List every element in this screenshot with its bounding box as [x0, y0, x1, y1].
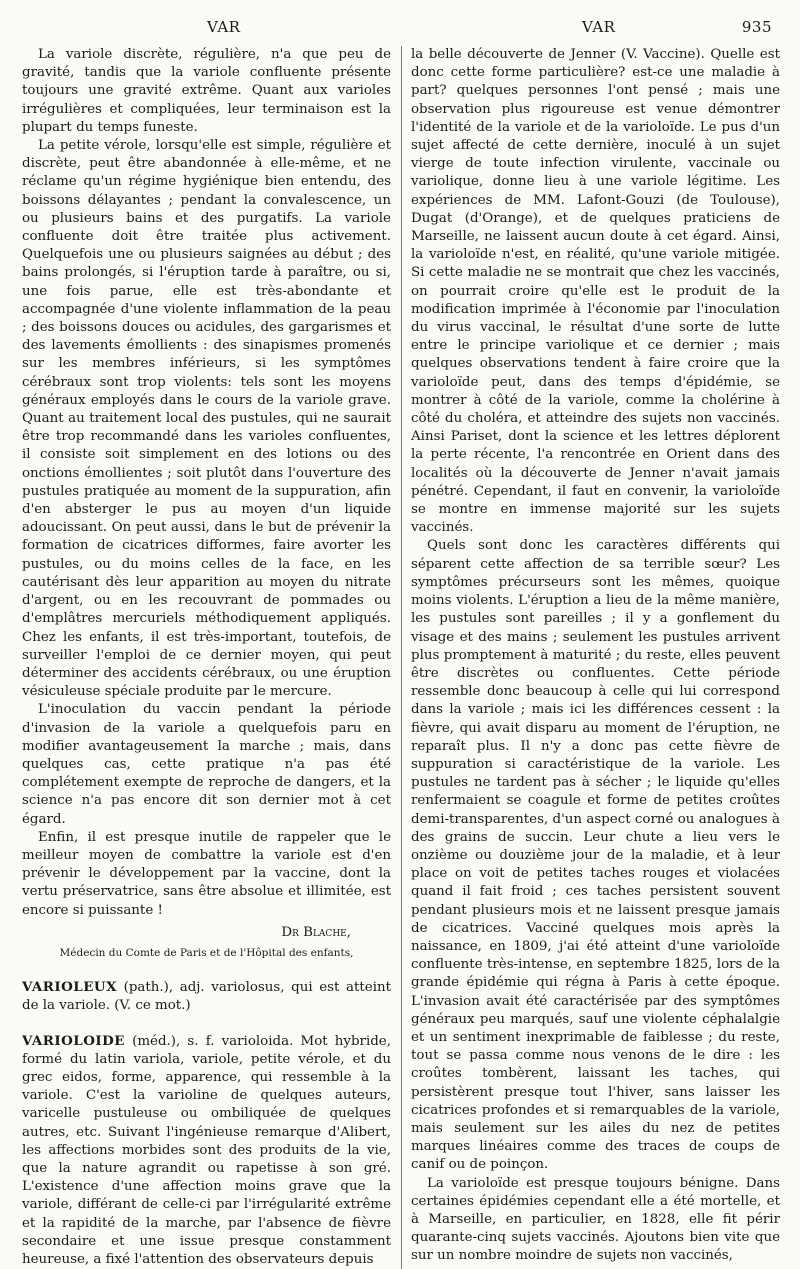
entry-varioloide [22, 1032, 391, 1269]
text-columns [22, 46, 780, 1269]
entry-text: (méd.), s. f. varioloida. Mot hybride, formé du latin variola, variole, petite vérole, et du grec eidos, forme, apparence, qui ressemble à la variole. C'est la varioline de quelques auteurs, varicelle pustuleuse ou ombiliquée de quelques autres, etc. Suivant l'ingénieuse remarque d'Alibert, les affections morbides sont des produits de la vie, que la nature agrandit ou rapetisse à son gré. L'existence d'une affection moins grave que la variole, différant de celle-ci par l'irrégularité extrême et la rapidité de la marche, par l'absence de fièvre secondaire et une issue presque constamment heureuse, a fixé l'attention des observateurs depuis [22, 1033, 391, 1267]
running-head-left: VAR [207, 18, 241, 36]
page-header [22, 18, 780, 46]
paragraph: Enfin, il est presque inutile de rappeler que le meilleur moyen de combattre la variole est d'en prévenir le développement par la vaccine, dont la vertu préservatrice, sans être absolue et illimitée, est encore si puissante ! [22, 829, 391, 918]
paragraph: La variole discrète, régulière, n'a que peu de gravité, tandis que la variole confluente présente toujours une gravité extrême. Quant aux varioles irrégulières et compliquées, leur terminaison est la plupart du temps funeste. [22, 47, 391, 135]
left-column [22, 46, 391, 1269]
paragraph: La petite vérole, lorsqu'elle est simple, régulière et discrète, peut être abandonnée à elle-même, et ne réclame qu'un régime hygiénique bien entendu, des boissons délayantes ; pendant la convalescence, un ou plusieurs bains et des purgatifs. La variole confluente doit être traitée plus activement. Quelquefois une ou plusieurs saignées au début ; des bains prolongés, si l'éruption tarde à paraître, ou si, une fois parue, elle est très-abondante et accompagnée d'une violente inflammation de la peau ; des boissons douces ou acidules, des gargarismes et des lavements émollients : des sinapismes promenés sur les membres inférieurs, si les symptômes cérébraux sont trop violents: tels sont les moyens généraux employés dans le cours de la variole grave. Quant au traitement local des pustules, qui ne saurait être trop recommandé dans les varioles confluentes, il consiste soit simplement en des lotions ou des onctions émollientes ; soit plutôt dans l'ouverture des pustules pratiquée au moment de la suppuration, afin d'en absterger le pus au moyen d'un liquide adoucissant. On peut aussi, dans le but de prévenir la formation de cicatrices difformes, faire avorter les pustules, ou du moins celles de la face, en les cautérisant dès leur apparition au moyen du nitrate d'argent, ou en les recouvrant de pommades ou d'emplâtres mercuriels méthodiquement appliqués. Chez les enfants, il est très-important, toutefois, de surveiller l'emploi de ce dernier moyen, qui peut déterminer des accidents cérébraux, ou une éruption vésiculeuse spéciale produite par le mercure. [22, 138, 391, 700]
running-head-right: VAR [582, 18, 616, 36]
right-column [401, 46, 780, 1269]
paragraph: Quels sont donc les caractères différents qui séparent cette affection de sa terrible sœur? Les symptômes précurseurs sont les mêmes, quoique moins violents. L'éruption a lieu de la même manière, les pustules sont pareilles ; il y a gonflement du visage et des mains ; seulement les pustules arrivent plus promptement à maturité ; du reste, elles peuvent être discrètes ou confluentes. Cette période ressemble donc beaucoup à celle qui lui correspond dans la variole ; mais ici les différences cessent : la fièvre, qui avait disparu au moment de l'éruption, ne reparaît plus. Il n'y a donc pas cette fièvre de suppuration si caractéristique de la variole. Les pustules ne tardent pas à sécher ; le liquide qu'elles renfermaient se coagule et forme de petites croûtes demi-transparentes, d'un aspect corné ou analogues à des grains de succin. Leur chute a lieu vers le onzième ou douzième jour de la maladie, et à leur place on voit de petites taches rouges et violacées quand il fait froid ; ces taches persistent souvent pendant plusieurs mois et ne laissent presque jamais de cicatrices. Vacciné quelques mois après la naissance, en 1809, j'ai été atteint d'une varioloïde confluente très-intense, en septembre 1825, lors de la grande épidémie qui régna à Paris à cette époque. L'invasion avait été caractérisée par des symptômes généraux peu marqués, sauf une violente céphalalgie et un sentiment inexprimable de faiblesse ; du reste, tout se passa comme nous venons de le dire : les croûtes tombèrent, laissant les taches, qui persistèrent presque tout l'hiver, sans laisser les cicatrices profondes et si remarquables de la variole, mais seulement sur les ailes du nez de petites marques linéaires comme des traces de coups de canif ou de poinçon. [411, 538, 780, 1173]
paragraph: L'inoculation du vaccin pendant la période d'invasion de la variole a quelquefois paru en modifier avantageusement la marche ; mais, dans quelques cas, cette pratique n'a pas été complétement exempte de reproche de dangers, et la science n'a pas encore dit son dernier mot à cet égard. [22, 702, 391, 827]
entry-varioleux [22, 978, 391, 1015]
author-signature: Dr Blache, [281, 924, 351, 940]
page-number: 935 [741, 18, 772, 36]
author-affiliation: Médecin du Comte de Paris et de l'Hôpital des enfants, [59, 946, 354, 959]
entry-headword: VARIOLEUX [22, 979, 117, 996]
entry-text: (path.), adj. variolosus, qui est atteint de la variole. (V. ce mot.) [22, 980, 391, 1014]
paragraph: la belle découverte de Jenner (V. Vaccine). Quelle est donc cette forme particulière? est-ce une maladie à part? quelques personnes l'ont pensé ; mais une observation plus rigoureuse est venue démontrer l'identité de la variole et de la varioloïde. Le pus d'un sujet affecté de cette dernière, inoculé à un sujet vierge de toute infection virulente, vaccinale ou variolique, donne lieu à une variole légitime. Les expériences de MM. Lafont-Gouzi (de Toulouse), Dugat (d'Orange), et de quelques praticiens de Marseille, ne laissent aucun doute à cet égard. Ainsi, la varioloïde n'est, en réalité, qu'une variole mitigée. Si cette maladie ne se montrait que chez les vaccinés, on pourrait croire qu'elle est le produit de la modification imprimée à l'économie par l'inoculation du virus vaccinal, le résultat d'une sorte de lutte entre le principe variolique et ce dernier ; mais quelques observations tendent à faire croire que la varioloïde peut, dans des temps d'épidémie, se montrer à côté de la variole, comme la cholérine à côté du choléra, et atteindre des sujets non vaccinés. Ainsi Pariset, dont la science et les lettres déplorent la perte récente, l'a rencontrée en Orient dans des localités où la découverte de Jenner n'avait jamais pénétré. Cependant, il faut en convenir, la varioloïde se montre en immense majorité sur les sujets vaccinés. [411, 47, 780, 536]
entry-headword: VARIOLOIDE [22, 1032, 125, 1049]
paragraph: La varioloïde est presque toujours bénigne. Dans certaines épidémies cependant elle a été mortelle, et à Marseille, en particulier, en 1828, elle fit périr quarante-cinq sujets vaccinés. Ajoutons bien vite que sur un nombre moindre de sujets non vaccinés, [411, 1175, 780, 1264]
